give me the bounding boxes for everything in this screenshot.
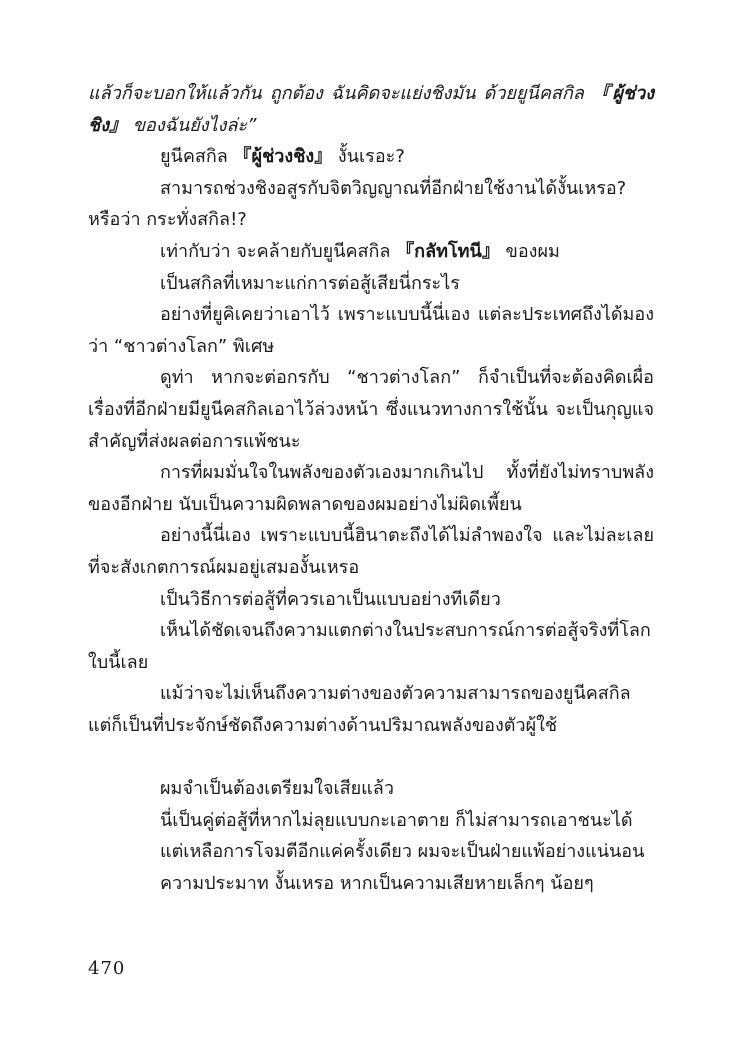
paragraph	[88, 299, 654, 362]
text-run: ดูท่า หากจะต่อกรกับ “ชาวต่างโลก” ก็จำเป็นที่จะต้องคิดเผื่อเรื่องที่อีกฝ่ายมียูนีคสกิลเอาไว้ล่วงหน้า ซึ่งแนวทางการใช้นั้น จะเป็นกุญแจสำคัญที่ส่งผลต่อการแพ้ชนะ	[88, 367, 654, 452]
paragraph	[88, 236, 654, 268]
text-run: นี่เป็นคู่ต่อสู้ที่หากไม่ลุยแบบกะเอาตาย ก็ไม่สามารถเอาชนะได้	[160, 809, 633, 831]
skill-name: 『กลัทโทนี』	[396, 240, 500, 262]
text-run: อย่างนี้นี่เอง เพราะแบบนี้ฮินาตะถึงได้ไม่ลำพองใจ และไม่ละเลยที่จะสังเกตการณ์ผมอยู่เสมองั้นเหรอ	[88, 525, 654, 578]
paragraph	[88, 141, 654, 173]
paragraph	[88, 78, 654, 141]
text-run: ผมจำเป็นต้องเตรียมใจเสียแล้ว	[160, 778, 394, 800]
text-run: เท่ากับว่า จะคล้ายกับยูนีคสกิล	[160, 240, 397, 262]
paragraph	[88, 457, 654, 520]
text-run: อย่างที่ยูคิเคยว่าเอาไว้ เพราะแบบนี้นี่เอง แต่ละประเทศถึงได้มองว่า “ชาวต่างโลก” พิเศษ	[88, 304, 654, 357]
text-run: ของผม	[499, 240, 560, 262]
text-run: เป็นวิธีการต่อสู้ที่ควรเอาเป็นแบบอย่างทีเดียว	[160, 588, 501, 610]
text-run: ยูนีคสกิล	[160, 146, 234, 168]
paragraph	[88, 805, 654, 837]
text-run: เห็นได้ชัดเจนถึงความแตกต่างในประสบการณ์การต่อสู้จริงที่โลกใบนี้เลย	[88, 620, 651, 673]
text-run: งั้นเรอะ?	[332, 146, 405, 168]
page-number: 470	[88, 958, 126, 979]
paragraph	[88, 362, 654, 457]
paragraph	[88, 615, 654, 678]
text-run: ความประมาท งั้นเหรอ หากเป็นความเสียหายเล็กๆ น้อยๆ	[160, 872, 594, 894]
paragraph	[88, 520, 654, 583]
text-run: สามารถช่วงชิงอสูรกับจิตวิญญาณที่อีกฝ่ายใช้งานได้งั้นเหรอ? หรือว่า กระทั่งสกิล!?	[88, 177, 627, 231]
text-run: แต่เหลือการโจมตีอีกแค่ครั้งเดียว ผมจะเป็นฝ่ายแพ้อย่างแน่นอน	[160, 841, 645, 863]
text-run: แล้วก็จะบอกให้แล้วกัน ถูกต้อง ฉันคิดจะแย่งชิงมัน ด้วยยูนีคสกิล	[88, 83, 592, 104]
paragraph	[88, 773, 654, 805]
paragraph	[88, 868, 654, 900]
paragraph	[88, 678, 654, 741]
text-run: เป็นสกิลที่เหมาะแก่การต่อสู้เสียนี่กระไร	[160, 272, 460, 294]
paragraph	[88, 173, 654, 236]
text-run: ของฉันยังไงล่ะ”	[127, 114, 257, 136]
paragraph-spacer	[88, 741, 654, 773]
paragraph	[88, 268, 654, 300]
paragraph	[88, 836, 654, 868]
text-run: การที่ผมมั่นใจในพลังของตัวเองมากเกินไป ทั้งที่ยังไม่ทราบพลังของอีกฝ่าย นับเป็นความผิดพลาดของผมอย่างไม่ผิดเพี้ยน	[88, 462, 654, 515]
body-text	[88, 78, 654, 899]
text-run: แม้ว่าจะไม่เห็นถึงความต่างของตัวความสามารถของยูนีคสกิล แต่ก็เป็นที่ประจักษ์ชัดถึงความต่างด้านปริมาณพลังของตัวผู้ใช้	[88, 683, 631, 736]
skill-name: 『ผู้ช่วงชิง』	[233, 146, 333, 168]
paragraph	[88, 584, 654, 616]
skill-name: 『ผู้ช่วงชิง』	[88, 83, 654, 136]
